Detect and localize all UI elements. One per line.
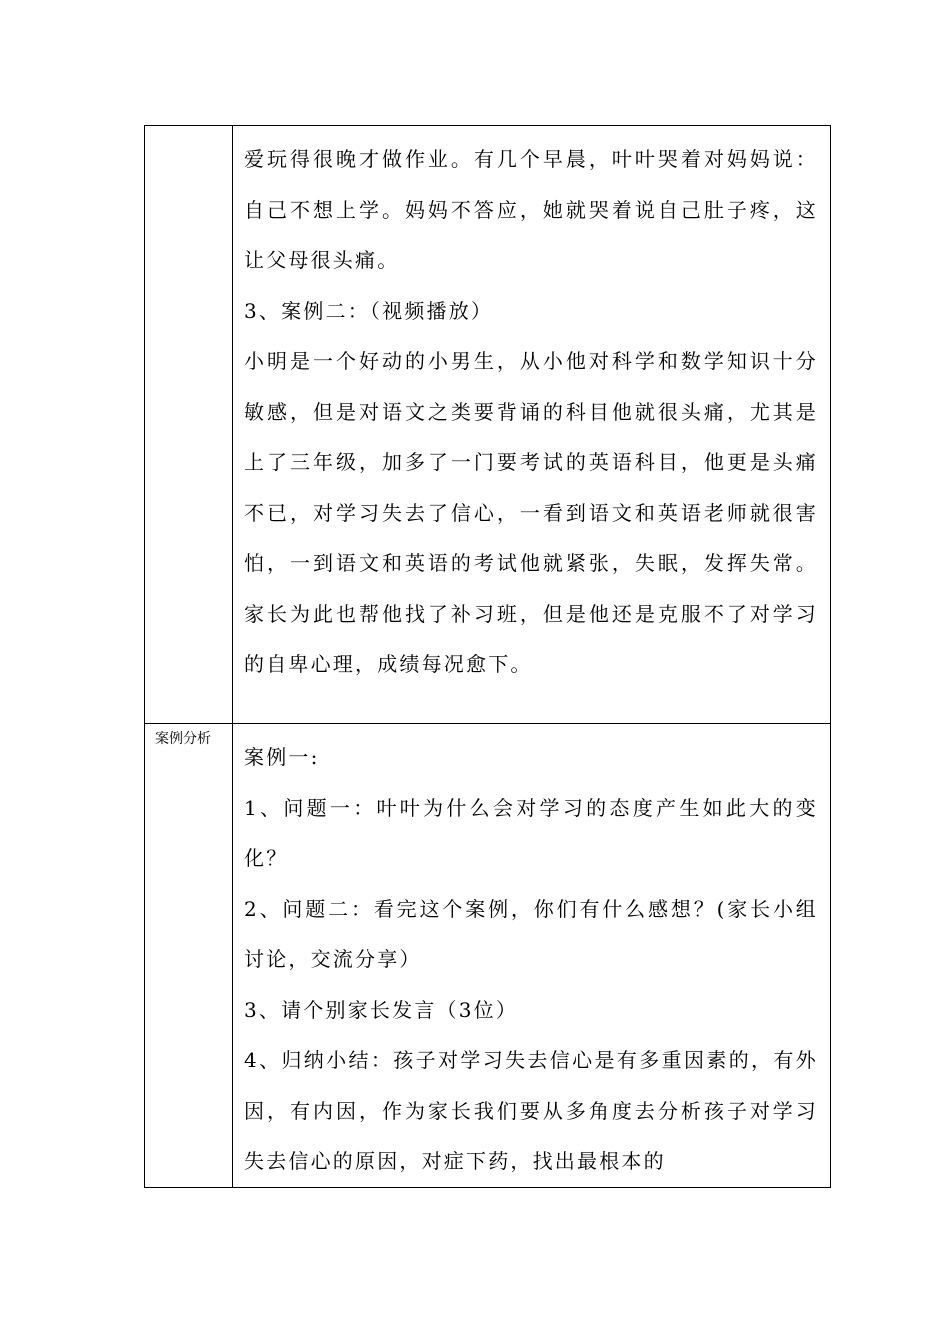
question-two: 2、问题二：看完这个案例，你们有什么感想？(家长小组讨论，交流分享）: [244, 896, 818, 971]
lesson-plan-table: [144, 125, 831, 1188]
row-content-cell: [233, 724, 831, 1188]
row-content-cell: [233, 126, 831, 724]
question-one: 1、问题一：叶叶为什么会对学习的态度产生如此大的变化？: [244, 795, 818, 870]
parent-speech-item: 3、请个别家长发言（3位）: [244, 997, 519, 1022]
case-analysis-label: 案例分析: [155, 731, 211, 747]
case-analysis-text: [233, 724, 830, 1187]
case-two-paragraph: 小明是一个好动的小男生，从小他对科学和数学知识十分敏感，但是对语文之类要背诵的科目他就很头痛，尤其是上了三年级，加多了一门要考试的英语科目，他更是头痛不已，对学习失去了信心，一看到语文和英语老师就很害怕，一到语文和英语的考试他就紧张，失眠，发挥失常。家长为此也帮他找了补习班，但是他还是克服不了对学习的自卑心理，成绩每况愈下。: [244, 349, 818, 676]
table-row-case-material: [145, 126, 831, 724]
row-label-cell: [145, 724, 233, 1188]
row-label-cell: [145, 126, 233, 724]
case-material-text: [233, 126, 830, 690]
table-row-case-analysis: [145, 724, 831, 1188]
case-two-heading: 3、案例二：（视频播放）: [244, 298, 494, 323]
case-one-heading: 案例一:: [244, 745, 320, 769]
case-one-continued-paragraph: 爱玩得很晚才做作业。有几个早晨，叶叶哭着对妈妈说：自己不想上学。妈妈不答应，她就哭着说自己肚子疼，这让父母很头痛。: [244, 147, 818, 272]
summary-item: 4、归纳小结：孩子对学习失去信心是有多重因素的，有外因，有内因，作为家长我们要从多角度去分析孩子对学习失去信心的原因，对症下药，找出最根本的: [244, 1048, 818, 1173]
row-label: [145, 126, 232, 132]
